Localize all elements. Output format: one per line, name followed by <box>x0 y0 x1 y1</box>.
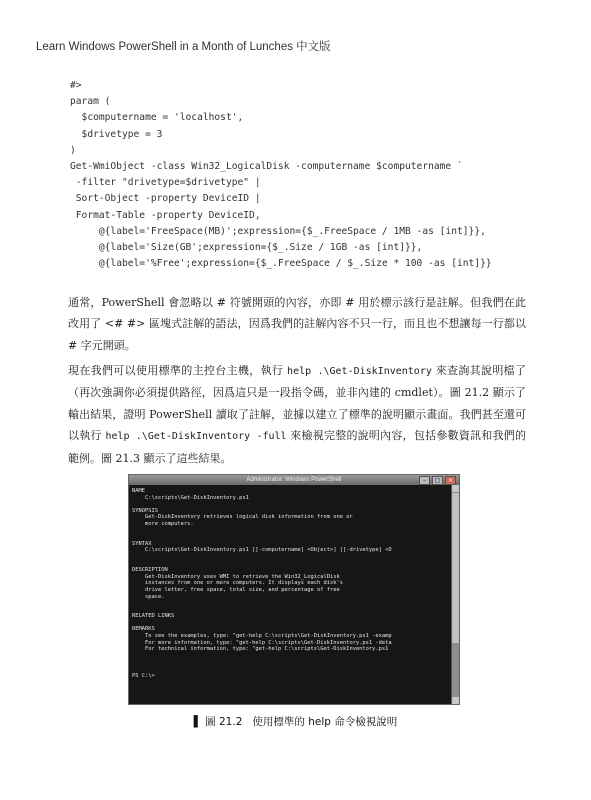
console-line: RELATED LINKS <box>132 613 175 620</box>
console-line <box>132 607 451 614</box>
caption-text: 使用標準的 help 命令檢視說明 <box>252 716 398 728</box>
caption-marker: ▌ <box>193 716 202 728</box>
code-block <box>70 78 550 272</box>
scroll-down-icon[interactable] <box>452 697 459 704</box>
code-line: -filter "drivetype=$drivetype" | <box>70 177 261 189</box>
console-line: SYNOPSIS <box>132 507 158 514</box>
console-line <box>132 534 451 541</box>
console-line: To see the examples, type: "get-help C:\scripts\Get-DiskInventory.ps1 -examp <box>132 633 392 640</box>
inline-code-help-full: help .\Get-DiskInventory -full <box>105 431 287 443</box>
console-line: DESCRIPTION <box>132 567 168 574</box>
console-line: For more information, type: "get-help C:\scripts\Get-DiskInventory.ps1 -deta <box>132 639 392 646</box>
paragraph-2-text-1: 現在我們可以使用標準的主控台主機，執行 <box>68 364 288 377</box>
console-line: For technical information, type: "get-help C:\scripts\Get-DiskInventory.ps1 <box>132 646 389 653</box>
paragraph-2-text-2: 來查詢其說明檔了（再次強調你必須提供路徑，因爲這只是一段指令碼，並非內建的 cmdlet）。圖 21.2 顯示了輸出結果，證明 PowerShell 讀取了註解，並據以建立了標準的說明顯示畫面。我們甚至還可以執行 <box>68 364 526 443</box>
window-title: Administrator: Windows PowerShell <box>246 477 342 483</box>
console-line: PS C:\> <box>132 672 155 679</box>
console-line <box>132 528 451 535</box>
code-line: param ( <box>70 96 111 108</box>
code-line: @{label='Size(GB';expression={$_.Size / 1GB -as [int]}}, <box>70 242 423 254</box>
code-line: #> <box>70 80 82 91</box>
console-line: NAME <box>132 488 145 494</box>
inline-code-help: help .\Get-DiskInventory <box>287 366 432 377</box>
maximize-icon[interactable]: □ <box>432 476 443 485</box>
console-line: C:\scripts\Get-DiskInventory.ps1 <box>132 494 249 501</box>
close-icon[interactable]: × <box>445 476 456 485</box>
console-line: more computers. <box>132 520 194 527</box>
console-line <box>132 659 451 666</box>
console-line <box>132 653 451 660</box>
console-line: instances from one or more computers. It displays each disk's <box>132 580 343 587</box>
console-line: drive letter, free space, total size, and percentage of free <box>132 586 340 593</box>
running-header: Learn Windows PowerShell in a Month of Lunches 中文版 <box>36 41 331 53</box>
code-line: $drivetype = 3 <box>70 128 163 140</box>
console-line <box>132 501 451 508</box>
console-line: space. <box>132 593 165 600</box>
caption-label: 圖 21.2 <box>205 716 243 728</box>
console-line <box>132 666 451 673</box>
console-line: Get-DiskInventory retrieves logical disk information from one or <box>132 514 353 521</box>
paragraph-2-text-3: 來檢視完整的說明內容，包括參數資訊和我們的範例。圖 21.3 顯示了這些結果。 <box>68 429 527 465</box>
console-line: Get-DiskInventory uses WMI to retrieve the Win32_LogicalDisk <box>132 573 340 580</box>
code-line: Sort-Object -property DeviceID | <box>70 193 261 205</box>
console-output <box>129 485 451 704</box>
console-line <box>132 600 451 607</box>
paragraph-2 <box>68 360 526 469</box>
console-line <box>132 561 451 568</box>
console-line: REMARKS <box>132 626 155 633</box>
console-line: C:\scripts\Get-DiskInventory.ps1 [[-computername] <Object>] [[-drivetype] <O <box>132 547 392 554</box>
code-line: Get-WmiObject -class Win32_LogicalDisk -computername $computername ` <box>70 161 463 173</box>
window-controls <box>419 476 456 485</box>
paragraph-1: 通常，PowerShell 會忽略以 # 符號開頭的內容，亦即 # 用於標示該行是註解。但我們在此改用了 <# #> 區塊式註解的語法，因爲我們的註解內容不只一行，而且也不想讓每一行都以 # 字元開頭。 <box>68 296 526 352</box>
console-line: SYNTAX <box>132 540 152 547</box>
figure-caption <box>0 714 591 729</box>
scroll-up-icon[interactable] <box>452 485 459 492</box>
code-line: @{label='FreeSpace(MB)';expression={$_.FreeSpace / 1MB -as [int]}}, <box>70 225 486 237</box>
console-line <box>132 554 451 561</box>
console-scrollbar[interactable] <box>451 485 459 704</box>
scrollbar-thumb[interactable] <box>452 493 459 643</box>
code-line: Format-Table -property DeviceID, <box>70 209 261 221</box>
code-line: $computername = 'localhost', <box>70 112 244 124</box>
code-line: ) <box>70 144 76 156</box>
minimize-icon[interactable]: – <box>419 476 430 485</box>
console-line <box>132 620 451 627</box>
window-titlebar <box>129 475 459 485</box>
code-line: @{label='%Free';expression={$_.FreeSpace / $_.Size * 100 -as [int]}} <box>70 258 492 270</box>
powershell-window-screenshot <box>128 474 460 705</box>
